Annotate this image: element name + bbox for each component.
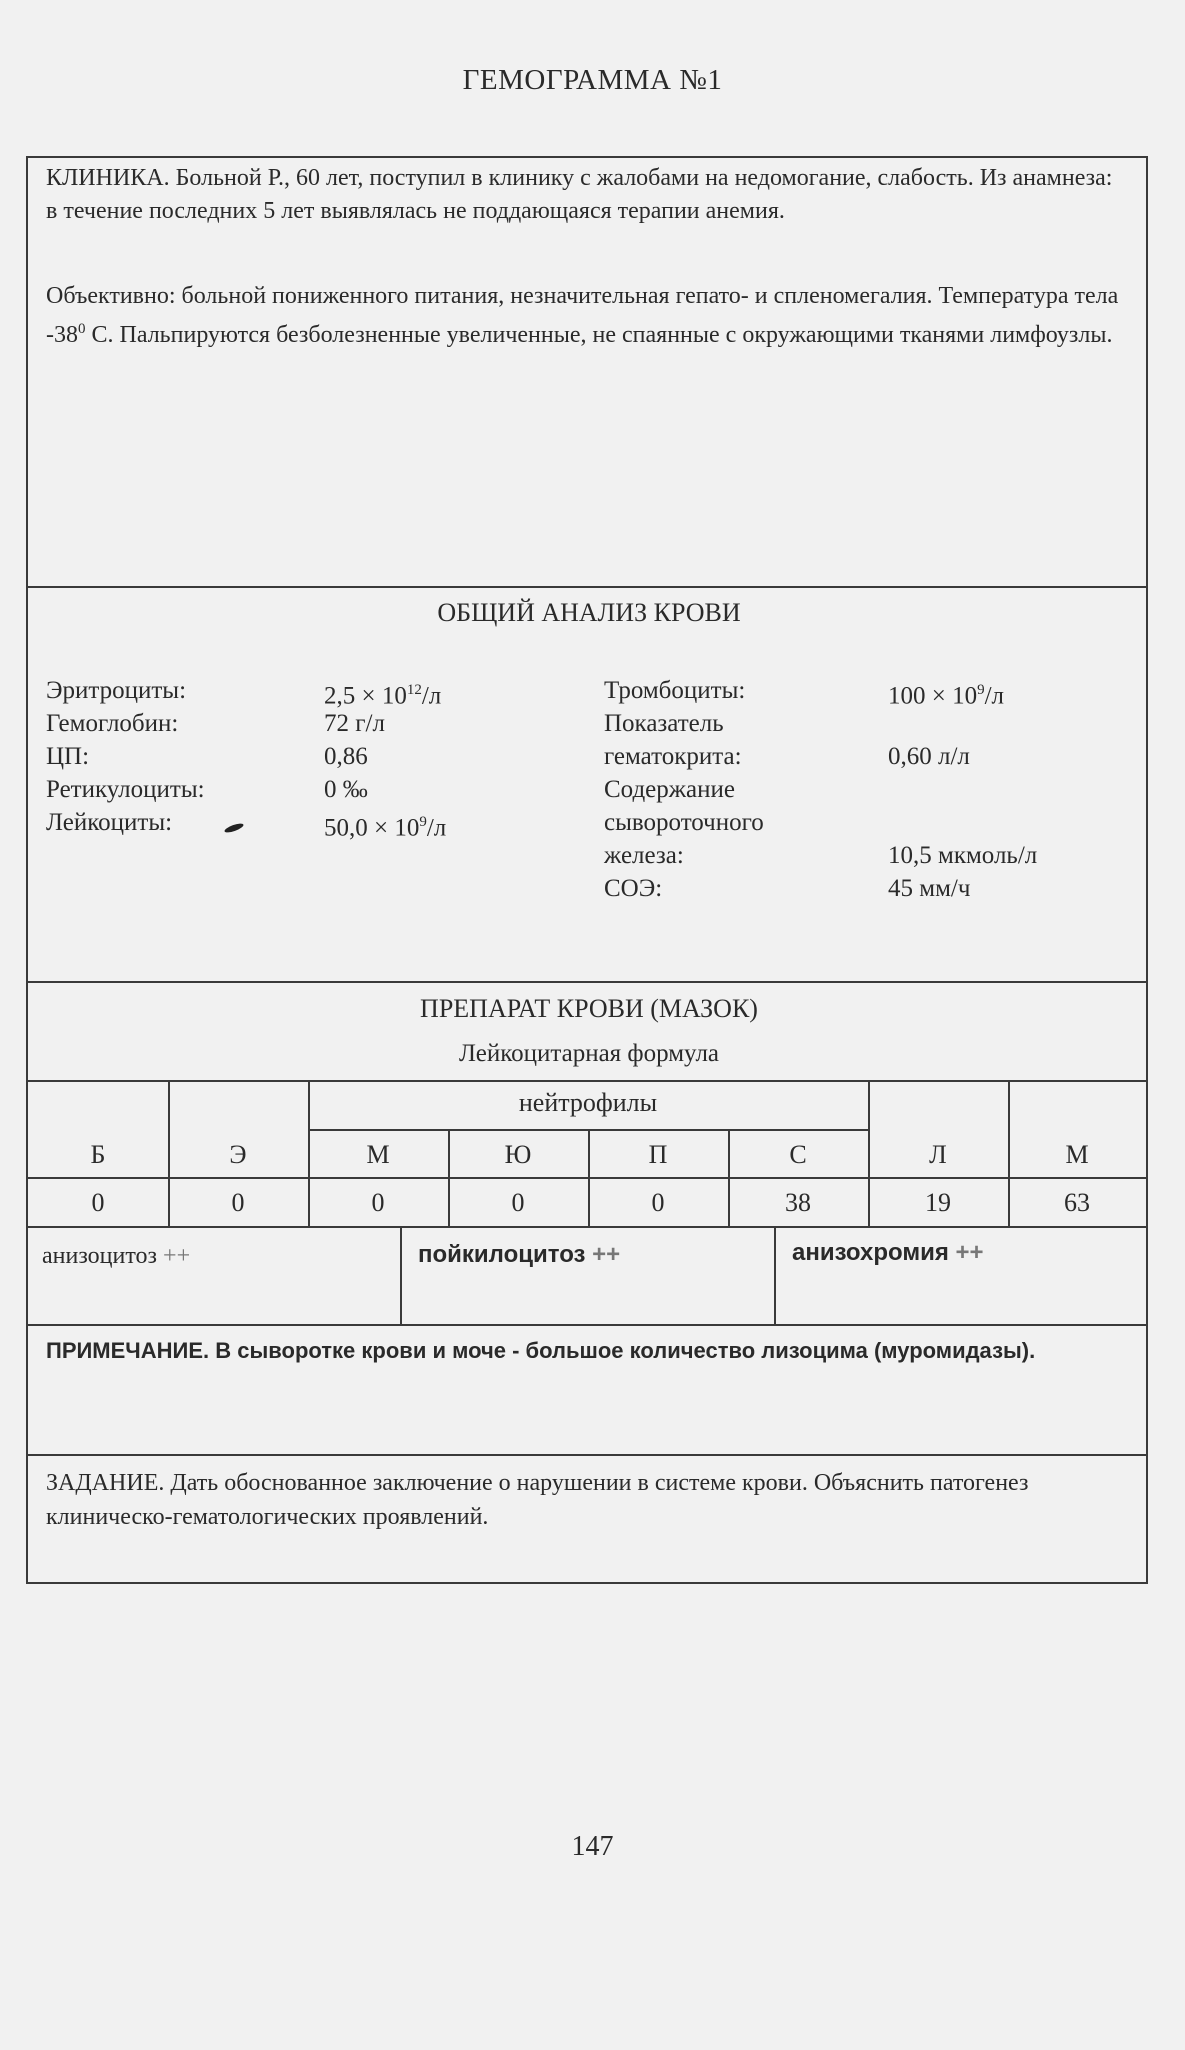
platelets-label: Тромбоциты: bbox=[604, 677, 746, 704]
smear-subheading: Лейкоцитарная формула bbox=[458, 1040, 720, 1067]
platelets-value-main: 100 × 10 bbox=[888, 682, 978, 710]
col-header-eosinophils: Э bbox=[229, 1140, 247, 1169]
col-header-metamyelocytes: Ю bbox=[504, 1140, 532, 1169]
anisochromia-grade: ++ bbox=[955, 1239, 984, 1266]
col-header-basophils: Б bbox=[90, 1140, 106, 1169]
col-header-myelocytes: М bbox=[366, 1140, 390, 1169]
smear-heading: ПРЕПАРАТ КРОВИ (МАЗОК) bbox=[420, 994, 758, 1023]
hematocrit-label-2: гематокрита: bbox=[604, 743, 742, 770]
value-myelocytes: 0 bbox=[371, 1188, 385, 1217]
divider-task bbox=[28, 1454, 1146, 1456]
objective-degree: 0 bbox=[78, 321, 86, 337]
reticulocytes-value: 0 ‰ bbox=[324, 776, 368, 803]
anisocytosis-label: анизоцитоз bbox=[42, 1243, 158, 1269]
hemoglobin-value: 72 г/л bbox=[324, 710, 385, 737]
iron-value: 10,5 мкмоль/л bbox=[888, 842, 1038, 869]
platelets-value bbox=[888, 674, 1004, 712]
table-bottom-line bbox=[28, 1226, 1146, 1228]
cbc-heading: ОБЩИЙ АНАЛИЗ КРОВИ bbox=[437, 598, 741, 627]
morph-col-line-2 bbox=[774, 1226, 776, 1324]
objective-paragraph bbox=[46, 280, 1126, 352]
value-lymphocytes: 19 bbox=[925, 1188, 951, 1217]
value-segmented: 38 bbox=[785, 1188, 811, 1217]
divider-note bbox=[28, 1324, 1146, 1326]
divider-smear bbox=[28, 981, 1146, 983]
leukocytes-value bbox=[324, 806, 446, 844]
morph-col-line-1 bbox=[400, 1226, 402, 1324]
page-title: ГЕМОГРАММА №1 bbox=[462, 64, 723, 96]
rbc-value-unit: /л bbox=[421, 682, 442, 710]
color-index-value: 0,86 bbox=[324, 743, 368, 770]
iron-label-3: железа: bbox=[604, 842, 684, 869]
value-bands: 0 bbox=[651, 1188, 665, 1217]
poikilocytosis-label: пойкилоцитоз bbox=[418, 1241, 586, 1268]
esr-label: СОЭ: bbox=[604, 875, 663, 902]
iron-label-2: сывороточного bbox=[604, 809, 764, 836]
rbc-value-main: 2,5 × 10 bbox=[324, 682, 407, 710]
hemogram-card bbox=[26, 156, 1148, 1584]
rbc-value-exp: 12 bbox=[406, 682, 422, 698]
anisocytosis bbox=[42, 1240, 190, 1273]
col-header-lymphocytes: Л bbox=[929, 1140, 947, 1169]
table-top-line bbox=[28, 1080, 1146, 1082]
value-eosinophils: 0 bbox=[231, 1188, 245, 1217]
hematocrit-value: 0,60 л/л bbox=[888, 743, 970, 770]
note-paragraph: ПРИМЕЧАНИЕ. В сыворотке крови и моче - большое количество лизоцима (муромидазы). bbox=[46, 1338, 1036, 1363]
anisocytosis-grade: ++ bbox=[163, 1243, 191, 1269]
rbc-label: Эритроциты: bbox=[46, 677, 187, 704]
hemoglobin-label: Гемоглобин: bbox=[46, 710, 179, 737]
clinic-paragraph bbox=[46, 162, 1126, 228]
col-header-bands: П bbox=[648, 1140, 668, 1169]
value-metamyelocytes: 0 bbox=[511, 1188, 525, 1217]
poikilocytosis-grade: ++ bbox=[592, 1241, 621, 1268]
clinic-text: КЛИНИКА. Больной Р., 60 лет, поступил в клинику с жалобами на недомогание, слабость. Из анамнеза: в течение последних 5 лет выявлялась не поддающаяся терапии анемия. bbox=[46, 165, 1113, 224]
objective-text-1: Объективно: больной пониженного питания, незначительная гепато- и спленомегалия. Температура тела -38 bbox=[46, 283, 1119, 348]
platelets-value-exp: 9 bbox=[977, 682, 985, 698]
iron-label-1: Содержание bbox=[604, 776, 735, 803]
objective-text-2: С. Пальпируются безболезненные увеличенные, не спаянные с окружающими тканями лимфоузлы. bbox=[85, 322, 1113, 348]
task-paragraph: ЗАДАНИЕ. Дать обоснованное заключение о нарушении в системе крови. Объяснить патогенез клиническо-гематологических проявлений. bbox=[46, 1470, 1029, 1530]
hematocrit-label-1: Показатель bbox=[604, 710, 724, 737]
poikilocytosis bbox=[418, 1238, 620, 1271]
col-header-segmented: С bbox=[789, 1140, 807, 1169]
table-header-bottom bbox=[28, 1177, 1146, 1179]
reticulocytes-label: Ретикулоциты: bbox=[46, 776, 205, 803]
page-number: 147 bbox=[571, 1831, 614, 1862]
anisochromia-label: анизохромия bbox=[792, 1239, 949, 1266]
esr-value: 45 мм/ч bbox=[888, 875, 971, 902]
platelets-value-unit: /л bbox=[984, 682, 1005, 710]
ink-smudge bbox=[224, 822, 245, 834]
col-header-monocytes: М bbox=[1065, 1140, 1089, 1169]
divider-cbc bbox=[28, 586, 1146, 588]
leukocytes-label: Лейкоциты: bbox=[46, 809, 173, 836]
neutrophils-group-header: нейтрофилы bbox=[518, 1088, 658, 1117]
leukocytes-value-unit: /л bbox=[426, 814, 447, 842]
value-monocytes: 63 bbox=[1064, 1188, 1090, 1217]
leukocytes-value-main: 50,0 × 10 bbox=[324, 814, 420, 842]
anisochromia bbox=[792, 1236, 984, 1269]
color-index-label: ЦП: bbox=[46, 743, 90, 770]
leukocytes-value-exp: 9 bbox=[419, 814, 427, 830]
value-basophils: 0 bbox=[91, 1188, 105, 1217]
